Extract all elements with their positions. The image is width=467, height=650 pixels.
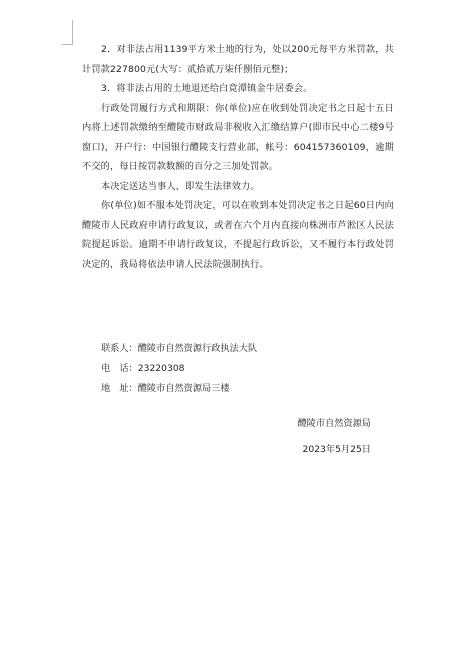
contact-person-label: 联系人： xyxy=(101,343,138,354)
document-body xyxy=(82,40,394,274)
signature-block xyxy=(298,413,372,461)
issuer-name: 醴陵市自然资源局 xyxy=(297,418,371,429)
appeal-rights-paragraph: 你(单位)如不服本处罚决定，可以在收到本处罚决定书之日起60日内向醴陵市人民政府申请行政复议，或者在六个月内直接向株洲市芦淞区人民法院提起诉讼。逾期不申请行政复议，不提起行政诉讼，又不履行本行政处罚决定的，我局将依法申请人民法院强制执行。 xyxy=(82,200,394,270)
effectiveness-paragraph: 本决定送达当事人，即发生法律效力。 xyxy=(101,180,260,192)
item-2-paragraph: 2．对非法占用1139平方米土地的行为，处以200元每平方米罚款，共计罚款227800元(大写：贰拾贰万柒仟捌佰元整)； xyxy=(82,44,394,75)
contact-phone-line xyxy=(101,359,257,379)
item-3-paragraph: 3．将非法占用的土地退还给白竟潭镇金牛居委会。 xyxy=(101,83,313,94)
contact-person-line xyxy=(101,339,257,359)
issue-date: 2023年5月25日 xyxy=(302,444,371,455)
page-corner-mark xyxy=(62,20,73,45)
contact-phone-label: 电 话： xyxy=(101,363,138,374)
contact-phone-value: 23220308 xyxy=(137,363,185,374)
contact-address-value: 醴陵市自然资源局三楼 xyxy=(137,383,230,394)
contact-block xyxy=(101,339,257,399)
contact-person-value: 醴陵市自然资源行政执法大队 xyxy=(137,343,258,354)
payment-terms-paragraph: 行政处罚履行方式和期限：你(单位)应在收到处罚决定书之日起十五日内将上述罚款缴纳至醴陵市财政局非税收入汇缴结算户(即市民中心二楼9号窗口)，开户行：中国银行醴陵支行营业部，帐号：604157360109，逾期不交的，每日按罚款数额的百分之三加处罚款。 xyxy=(82,102,394,172)
contact-address-line xyxy=(101,379,257,399)
contact-address-label: 地 址： xyxy=(101,383,138,394)
